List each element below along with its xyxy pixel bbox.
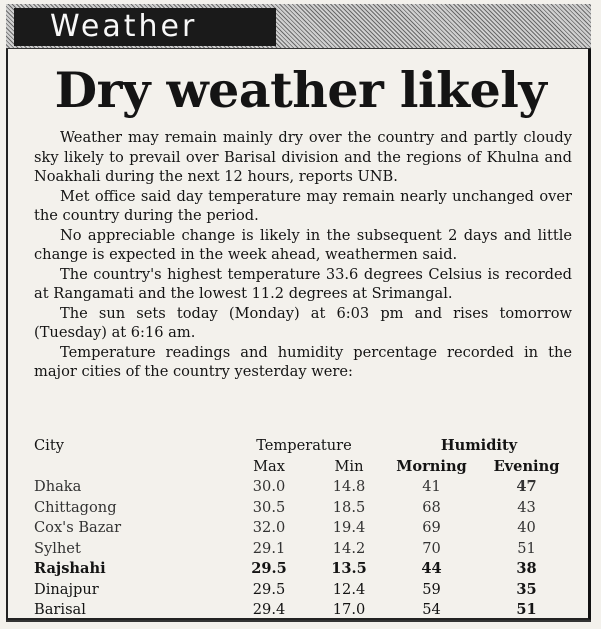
morning-cell: 70 <box>422 539 441 557</box>
min-cell: 13.5 <box>331 560 367 577</box>
min-cell: 12.4 <box>332 580 366 598</box>
temperature-header: Temperature <box>256 437 352 454</box>
city-cell: Rajshahi <box>34 560 106 577</box>
table-row <box>34 498 574 519</box>
morning-cell: 59 <box>422 580 441 598</box>
table-row <box>34 600 574 621</box>
min-cell: 19.4 <box>332 519 366 536</box>
evening-cell: 40 <box>517 519 536 536</box>
city-header: City <box>34 437 64 454</box>
max-cell: 32.0 <box>252 519 286 536</box>
evening-cell: 38 <box>516 560 537 577</box>
morning-header: Morning <box>396 457 467 475</box>
headline: Dry weather likely <box>54 61 547 119</box>
table-row <box>34 539 574 560</box>
min-header: Min <box>334 457 364 475</box>
evening-cell: 35 <box>516 580 537 598</box>
min-cell: 14.2 <box>332 539 366 557</box>
paragraph: The sun sets today (Monday) at 6:03 pm and rises tomorrow (Tuesday) at 6:16 am. <box>34 304 572 341</box>
bottom-rule <box>6 620 591 622</box>
max-cell: 29.5 <box>251 560 287 577</box>
max-cell: 29.4 <box>252 601 286 618</box>
evening-cell: 43 <box>517 498 536 516</box>
paragraph: Temperature readings and humidity percentage recorded in the major cities of the country yesterday were: <box>34 343 572 380</box>
morning-cell: 54 <box>422 601 441 618</box>
table-row <box>34 518 574 539</box>
morning-cell: 41 <box>422 478 441 495</box>
city-cell: Dhaka <box>34 478 82 495</box>
max-cell: 30.5 <box>252 498 286 516</box>
morning-cell: 69 <box>422 519 441 536</box>
morning-cell: 68 <box>422 498 441 516</box>
table-row <box>34 477 574 498</box>
city-cell: Dinajpur <box>34 580 99 598</box>
table-row <box>34 559 574 580</box>
evening-cell: 51 <box>517 539 536 557</box>
paragraph: No appreciable change is likely in the subsequent 2 days and little change is expected in the week ahead, weathermen said. <box>34 226 572 263</box>
min-cell: 17.0 <box>332 601 366 618</box>
table-subheader-row <box>34 457 574 478</box>
morning-cell: 44 <box>421 560 442 577</box>
paragraph: Met office said day temperature may remain nearly unchanged over the country during the period. <box>34 187 572 224</box>
evening-cell: 51 <box>516 601 537 618</box>
section-banner <box>6 4 591 49</box>
min-cell: 18.5 <box>332 498 366 516</box>
section-label: Weather <box>14 8 276 46</box>
table-header-row <box>34 436 574 457</box>
paragraph: Weather may remain mainly dry over the country and partly cloudy sky likely to prevail over Barisal division and the regions of Khulna and Noakhali during the next 12 hours, reports UNB. <box>34 129 572 185</box>
max-header: Max <box>253 457 285 475</box>
evening-header: Evening <box>493 457 560 475</box>
table-row <box>34 580 574 601</box>
city-cell: Barisal <box>34 601 86 618</box>
max-cell: 29.5 <box>252 580 286 598</box>
city-cell: Chittagong <box>34 498 117 516</box>
evening-cell: 47 <box>516 478 537 495</box>
max-cell: 30.0 <box>252 478 286 495</box>
city-cell: Cox's Bazar <box>34 519 122 536</box>
humidity-header: Humidity <box>440 437 518 454</box>
max-cell: 29.1 <box>252 539 286 557</box>
paragraph: The country's highest temperature 33.6 degrees Celsius is recorded at Rangamati and the lowest 11.2 degrees at Srimangal. <box>34 265 572 302</box>
min-cell: 14.8 <box>332 478 366 495</box>
article-body <box>34 128 572 382</box>
city-cell: Sylhet <box>34 539 81 557</box>
weather-table <box>34 436 574 621</box>
